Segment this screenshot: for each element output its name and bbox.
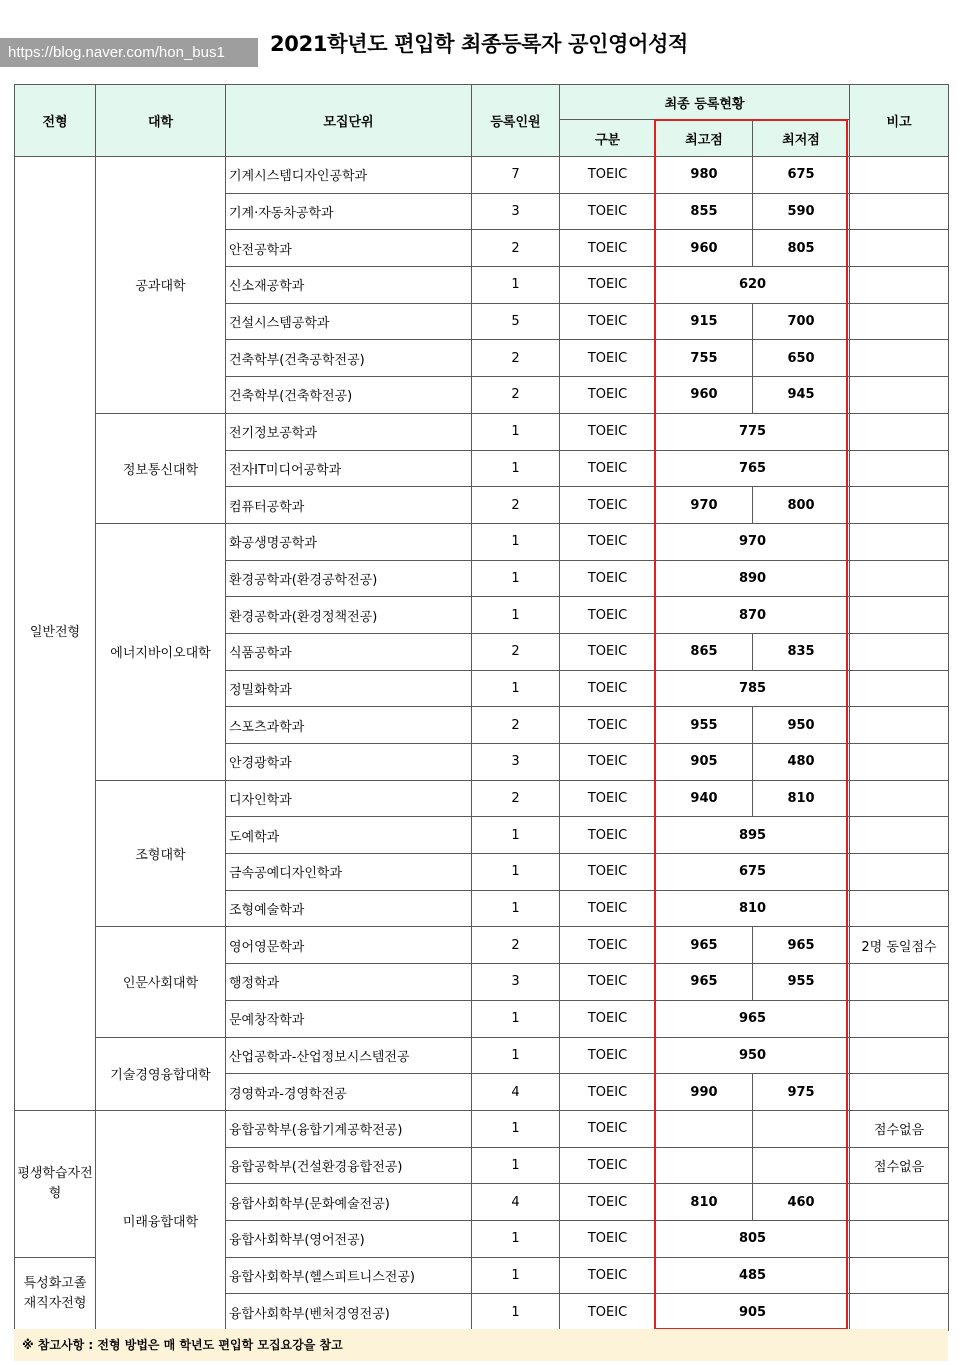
category-cell: TOEIC <box>560 340 656 377</box>
enrolled-cell: 4 <box>472 1184 560 1221</box>
enrolled-cell: 1 <box>472 1220 560 1257</box>
enrolled-cell: 1 <box>472 560 560 597</box>
remarks-cell <box>850 340 949 377</box>
type-cell: 일반전형 <box>15 157 96 1111</box>
min-score-cell: 480 <box>753 744 850 781</box>
unit-cell: 행정학과 <box>226 964 472 1001</box>
min-score-cell: 955 <box>753 964 850 1001</box>
unit-cell: 융합사회학부(벤처경영전공) <box>226 1294 472 1331</box>
enrolled-cell: 3 <box>472 964 560 1001</box>
remarks-cell <box>850 633 949 670</box>
min-score-cell <box>753 1147 850 1184</box>
category-cell: TOEIC <box>560 1110 656 1147</box>
table-row <box>15 157 949 194</box>
remarks-cell: 점수없음 <box>850 1147 949 1184</box>
unit-cell: 융합사회학부(문화예술전공) <box>226 1184 472 1221</box>
category-cell: TOEIC <box>560 560 656 597</box>
header-type: 전형 <box>15 85 96 157</box>
remarks-cell <box>850 487 949 524</box>
unit-cell: 안전공학과 <box>226 230 472 267</box>
remarks-cell <box>850 744 949 781</box>
max-score-cell: 810 <box>656 1184 753 1221</box>
max-score-cell: 865 <box>656 633 753 670</box>
enrolled-cell: 2 <box>472 230 560 267</box>
min-score-cell: 700 <box>753 303 850 340</box>
enrolled-cell: 3 <box>472 193 560 230</box>
category-cell: TOEIC <box>560 964 656 1001</box>
type-cell: 평생학습자전형 <box>15 1110 96 1257</box>
unit-cell: 신소재공학과 <box>226 267 472 304</box>
college-cell: 에너지바이오대학 <box>96 523 226 780</box>
category-cell: TOEIC <box>560 1147 656 1184</box>
unit-cell: 기계·자동차공학과 <box>226 193 472 230</box>
enrolled-cell: 2 <box>472 780 560 817</box>
enrolled-cell: 2 <box>472 633 560 670</box>
enrolled-cell: 1 <box>472 597 560 634</box>
category-cell: TOEIC <box>560 1000 656 1037</box>
category-cell: TOEIC <box>560 487 656 524</box>
remarks-cell <box>850 1000 949 1037</box>
unit-cell: 식품공학과 <box>226 633 472 670</box>
min-score-cell: 945 <box>753 377 850 414</box>
category-cell: TOEIC <box>560 854 656 891</box>
score-cell: 485 <box>656 1257 850 1294</box>
college-cell: 조형대학 <box>96 780 226 927</box>
unit-cell: 문예창작학과 <box>226 1000 472 1037</box>
category-cell: TOEIC <box>560 267 656 304</box>
max-score-cell: 980 <box>656 157 753 194</box>
score-cell: 775 <box>656 413 850 450</box>
category-cell: TOEIC <box>560 597 656 634</box>
enrolled-cell: 1 <box>472 1294 560 1331</box>
unit-cell: 경영학과-경영학전공 <box>226 1074 472 1111</box>
enrolled-cell: 1 <box>472 450 560 487</box>
enrolled-cell: 1 <box>472 1257 560 1294</box>
max-score-cell: 970 <box>656 487 753 524</box>
min-score-cell: 965 <box>753 927 850 964</box>
unit-cell: 컴퓨터공학과 <box>226 487 472 524</box>
enrolled-cell: 3 <box>472 744 560 781</box>
enrolled-cell: 1 <box>472 267 560 304</box>
min-score-cell: 835 <box>753 633 850 670</box>
unit-cell: 전자IT미디어공학과 <box>226 450 472 487</box>
enrolled-cell: 2 <box>472 487 560 524</box>
unit-cell: 금속공예디자인학과 <box>226 854 472 891</box>
category-cell: TOEIC <box>560 1294 656 1331</box>
unit-cell: 조형예술학과 <box>226 890 472 927</box>
remarks-cell <box>850 854 949 891</box>
remarks-cell: 점수없음 <box>850 1110 949 1147</box>
remarks-cell <box>850 1037 949 1074</box>
score-cell: 895 <box>656 817 850 854</box>
max-score-cell: 905 <box>656 744 753 781</box>
enrolled-cell: 2 <box>472 707 560 744</box>
enrolled-cell: 1 <box>472 670 560 707</box>
header-max: 최고점 <box>656 120 753 157</box>
unit-cell: 융합사회학부(헬스피트니스전공) <box>226 1257 472 1294</box>
unit-cell: 융합사회학부(영어전공) <box>226 1220 472 1257</box>
enrolled-cell: 1 <box>472 1147 560 1184</box>
category-cell: TOEIC <box>560 1257 656 1294</box>
remarks-cell <box>850 964 949 1001</box>
max-score-cell: 915 <box>656 303 753 340</box>
min-score-cell: 650 <box>753 340 850 377</box>
min-score-cell: 805 <box>753 230 850 267</box>
unit-cell: 건설시스템공학과 <box>226 303 472 340</box>
category-cell: TOEIC <box>560 157 656 194</box>
score-table <box>14 84 949 1331</box>
remarks-cell <box>850 413 949 450</box>
score-cell: 620 <box>656 267 850 304</box>
max-score-cell: 755 <box>656 340 753 377</box>
unit-cell: 도예학과 <box>226 817 472 854</box>
remarks-cell <box>850 1294 949 1331</box>
category-cell: TOEIC <box>560 744 656 781</box>
remarks-cell <box>850 1074 949 1111</box>
table-row <box>15 413 949 450</box>
min-score-cell: 675 <box>753 157 850 194</box>
college-cell: 공과대학 <box>96 157 226 414</box>
college-cell: 미래융합대학 <box>96 1110 226 1330</box>
unit-cell: 환경공학과(환경정책전공) <box>226 597 472 634</box>
enrolled-cell: 2 <box>472 340 560 377</box>
unit-cell: 영어영문학과 <box>226 927 472 964</box>
max-score-cell: 960 <box>656 377 753 414</box>
header-unit: 모집단위 <box>226 85 472 157</box>
header-remarks: 비고 <box>850 85 949 157</box>
min-score-cell: 590 <box>753 193 850 230</box>
min-score-cell: 950 <box>753 707 850 744</box>
max-score-cell: 965 <box>656 964 753 1001</box>
category-cell: TOEIC <box>560 230 656 267</box>
remarks-cell <box>850 450 949 487</box>
category-cell: TOEIC <box>560 633 656 670</box>
college-cell: 기술경영융합대학 <box>96 1037 226 1110</box>
remarks-cell <box>850 230 949 267</box>
header-status: 최종 등록현황 <box>560 85 850 120</box>
category-cell: TOEIC <box>560 780 656 817</box>
remarks-cell <box>850 193 949 230</box>
remarks-cell <box>850 707 949 744</box>
max-score-cell: 940 <box>656 780 753 817</box>
enrolled-cell: 1 <box>472 523 560 560</box>
table-row <box>15 927 949 964</box>
enrolled-cell: 1 <box>472 890 560 927</box>
unit-cell: 정밀화학과 <box>226 670 472 707</box>
remarks-cell <box>850 670 949 707</box>
unit-cell: 융합공학부(융합기계공학전공) <box>226 1110 472 1147</box>
enrolled-cell: 1 <box>472 1000 560 1037</box>
header-min: 최저점 <box>753 120 850 157</box>
category-cell: TOEIC <box>560 1037 656 1074</box>
score-cell: 905 <box>656 1294 850 1331</box>
remarks-cell <box>850 597 949 634</box>
max-score-cell: 960 <box>656 230 753 267</box>
unit-cell: 스포츠과학과 <box>226 707 472 744</box>
table-row <box>15 523 949 560</box>
category-cell: TOEIC <box>560 193 656 230</box>
min-score-cell: 810 <box>753 780 850 817</box>
header-enrolled: 등록인원 <box>472 85 560 157</box>
min-score-cell: 975 <box>753 1074 850 1111</box>
enrolled-cell: 4 <box>472 1074 560 1111</box>
category-cell: TOEIC <box>560 817 656 854</box>
remarks-cell <box>850 267 949 304</box>
remarks-cell <box>850 377 949 414</box>
max-score-cell: 990 <box>656 1074 753 1111</box>
enrolled-cell: 2 <box>472 377 560 414</box>
score-cell: 890 <box>656 560 850 597</box>
page-title: 2021학년도 편입학 최종등록자 공인영어성적 <box>270 32 689 56</box>
score-cell: 870 <box>656 597 850 634</box>
max-score-cell <box>656 1110 753 1147</box>
footnote: ※ 참고사항 : 전형 방법은 매 학년도 편입학 모집요강을 참고 <box>14 1329 948 1361</box>
unit-cell: 전기정보공학과 <box>226 413 472 450</box>
header-college: 대학 <box>96 85 226 157</box>
unit-cell: 디자인학과 <box>226 780 472 817</box>
header-category: 구분 <box>560 120 656 157</box>
category-cell: TOEIC <box>560 1074 656 1111</box>
unit-cell: 건축학부(건축공학전공) <box>226 340 472 377</box>
remarks-cell <box>850 780 949 817</box>
remarks-cell <box>850 817 949 854</box>
remarks-cell: 2명 동일점수 <box>850 927 949 964</box>
table-row <box>15 780 949 817</box>
college-cell: 인문사회대학 <box>96 927 226 1037</box>
enrolled-cell: 1 <box>472 817 560 854</box>
remarks-cell <box>850 303 949 340</box>
category-cell: TOEIC <box>560 413 656 450</box>
remarks-cell <box>850 890 949 927</box>
score-cell: 970 <box>656 523 850 560</box>
unit-cell: 산업공학과-산업정보시스템전공 <box>226 1037 472 1074</box>
unit-cell: 화공생명공학과 <box>226 523 472 560</box>
enrolled-cell: 1 <box>472 1110 560 1147</box>
category-cell: TOEIC <box>560 1220 656 1257</box>
remarks-cell <box>850 1257 949 1294</box>
college-cell: 정보통신대학 <box>96 413 226 523</box>
score-cell: 785 <box>656 670 850 707</box>
max-score-cell: 955 <box>656 707 753 744</box>
blog-url-watermark: https://blog.naver.com/hon_bus1 <box>0 38 258 67</box>
category-cell: TOEIC <box>560 377 656 414</box>
enrolled-cell: 1 <box>472 413 560 450</box>
score-cell: 675 <box>656 854 850 891</box>
unit-cell: 융합공학부(건설환경융합전공) <box>226 1147 472 1184</box>
category-cell: TOEIC <box>560 450 656 487</box>
remarks-cell <box>850 1184 949 1221</box>
category-cell: TOEIC <box>560 303 656 340</box>
remarks-cell <box>850 157 949 194</box>
min-score-cell: 800 <box>753 487 850 524</box>
enrolled-cell: 1 <box>472 854 560 891</box>
enrolled-cell: 5 <box>472 303 560 340</box>
score-cell: 965 <box>656 1000 850 1037</box>
enrolled-cell: 7 <box>472 157 560 194</box>
min-score-cell <box>753 1110 850 1147</box>
remarks-cell <box>850 560 949 597</box>
table-body <box>15 157 949 1331</box>
unit-cell: 건축학부(건축학전공) <box>226 377 472 414</box>
remarks-cell <box>850 1220 949 1257</box>
category-cell: TOEIC <box>560 523 656 560</box>
unit-cell: 안경광학과 <box>226 744 472 781</box>
score-cell: 765 <box>656 450 850 487</box>
table-row <box>15 1110 949 1147</box>
category-cell: TOEIC <box>560 890 656 927</box>
min-score-cell: 460 <box>753 1184 850 1221</box>
category-cell: TOEIC <box>560 1184 656 1221</box>
category-cell: TOEIC <box>560 927 656 964</box>
score-cell: 810 <box>656 890 850 927</box>
unit-cell: 환경공학과(환경공학전공) <box>226 560 472 597</box>
enrolled-cell: 2 <box>472 927 560 964</box>
max-score-cell: 855 <box>656 193 753 230</box>
score-cell: 805 <box>656 1220 850 1257</box>
type-cell: 특성화고졸 재직자전형 <box>15 1257 96 1330</box>
remarks-cell <box>850 523 949 560</box>
category-cell: TOEIC <box>560 707 656 744</box>
max-score-cell <box>656 1147 753 1184</box>
score-cell: 950 <box>656 1037 850 1074</box>
table-row <box>15 1037 949 1074</box>
category-cell: TOEIC <box>560 670 656 707</box>
unit-cell: 기계시스템디자인공학과 <box>226 157 472 194</box>
max-score-cell: 965 <box>656 927 753 964</box>
enrolled-cell: 1 <box>472 1037 560 1074</box>
